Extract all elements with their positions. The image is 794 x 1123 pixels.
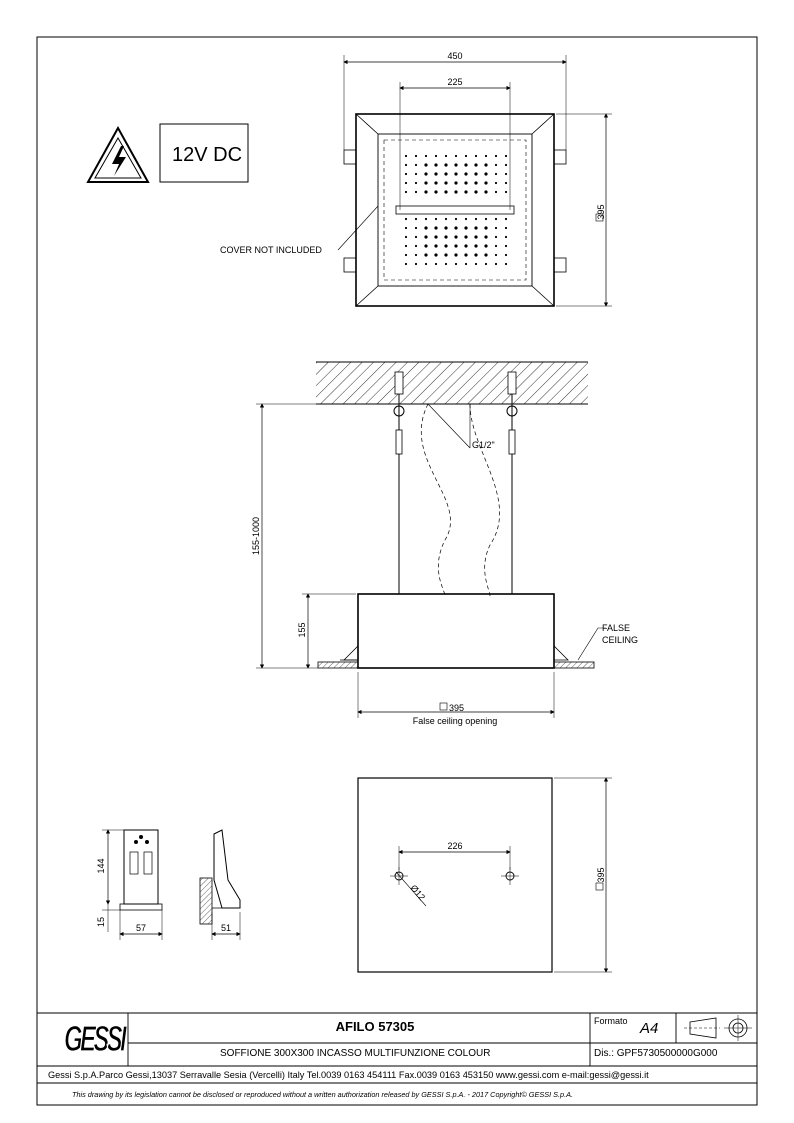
nozzle-dot	[434, 181, 437, 184]
dim-57-label: 57	[135, 923, 147, 933]
nozzle-dot	[505, 218, 507, 220]
nozzle-dot	[484, 181, 487, 184]
nozzle-dot	[405, 263, 407, 265]
nozzle-dot	[455, 263, 457, 265]
nozzle-dot	[495, 218, 497, 220]
nozzle-dot	[495, 263, 497, 265]
nozzle-dot	[405, 254, 407, 256]
nozzle-dot	[415, 182, 417, 184]
nozzle-dot	[474, 253, 477, 256]
nozzle-dot	[495, 155, 497, 157]
nozzle-dot	[464, 235, 467, 238]
nozzle-dot	[454, 226, 457, 229]
format-value: A4	[640, 1020, 659, 1037]
nozzle-dot	[465, 155, 467, 157]
nozzle-dot	[415, 218, 417, 220]
nozzle-dot	[485, 155, 487, 157]
nozzle-dot	[474, 235, 477, 238]
nozzle-dot	[434, 253, 437, 256]
nozzle-dot	[444, 235, 447, 238]
nozzle-dot	[405, 173, 407, 175]
nozzle-dot	[505, 263, 507, 265]
nozzle-dot	[434, 226, 437, 229]
nozzle-dot	[424, 181, 427, 184]
nozzle-dot	[405, 218, 407, 220]
false-ceiling-opening-caption: False ceiling opening	[412, 716, 498, 726]
nozzle-dot	[415, 173, 417, 175]
nozzle-dot	[405, 164, 407, 166]
dim-450-label: 450	[447, 51, 463, 61]
nozzle-dot	[415, 191, 417, 193]
nozzle-dot	[435, 155, 437, 157]
nozzle-dot	[434, 235, 437, 238]
section-view	[256, 362, 606, 718]
legal-note: This drawing by its legislation cannot be disclosed or reproduced without a written authorization released by GESSI S.p.A. - 2017 Copyright© GESSI S.p.A.	[72, 1090, 574, 1099]
nozzle-dot	[455, 218, 457, 220]
nozzle-dot	[424, 253, 427, 256]
sheet-border	[37, 37, 757, 1105]
svg-text:GESSI: GESSI	[64, 1018, 128, 1059]
dim-155-label: 155	[297, 622, 307, 638]
nozzle-dot	[444, 226, 447, 229]
nozzle-dot	[454, 244, 457, 247]
nozzle-dot	[454, 172, 457, 175]
cover-note-label: COVER NOT INCLUDED	[220, 245, 322, 255]
nozzle-dot	[405, 245, 407, 247]
nozzle-dot	[474, 163, 477, 166]
false-ceiling-label-2: CEILING	[602, 635, 639, 645]
nozzle-dot	[415, 263, 417, 265]
nozzle-dot	[505, 227, 507, 229]
product-title: AFILO 57305	[335, 1019, 415, 1034]
nozzle-dot	[464, 181, 467, 184]
hole-diameter-label: Ø12	[408, 882, 428, 903]
nozzle-dot	[444, 253, 447, 256]
nozzle-dot	[505, 155, 507, 157]
nozzle-dot	[465, 263, 467, 265]
nozzle-dot	[464, 244, 467, 247]
dim-226-label: 226	[447, 841, 463, 851]
nozzle-dot	[495, 245, 497, 247]
nozzle-dot	[464, 226, 467, 229]
nozzle-dot	[454, 163, 457, 166]
high-voltage-warning-icon	[88, 128, 148, 182]
nozzle-dot	[464, 163, 467, 166]
cutout-view	[358, 778, 612, 972]
dim-drop-range-label: 155-1000	[251, 516, 261, 556]
product-description: SOFFIONE 300X300 INCASSO MULTIFUNZIONE COLOUR	[220, 1048, 491, 1059]
nozzle-dot	[474, 172, 477, 175]
nozzle-dot	[435, 218, 437, 220]
nozzle-dot	[424, 244, 427, 247]
gessi-logo	[62, 1017, 126, 1057]
nozzle-dot	[505, 254, 507, 256]
nozzle-dot	[495, 164, 497, 166]
drawing-number: Dis.: GPF5730500000G000	[594, 1048, 718, 1059]
voltage-label: 12V DC	[172, 144, 243, 166]
dim-15-label: 15	[96, 916, 106, 928]
nozzle-dot	[454, 235, 457, 238]
nozzle-dot	[495, 227, 497, 229]
nozzle-dot	[424, 163, 427, 166]
nozzle-dot	[425, 155, 427, 157]
nozzle-dot	[435, 263, 437, 265]
nozzle-dot	[484, 235, 487, 238]
nozzle-dot	[444, 244, 447, 247]
top-view	[338, 55, 612, 306]
nozzle-dot	[474, 226, 477, 229]
nozzle-dot	[434, 244, 437, 247]
nozzle-dot	[415, 236, 417, 238]
nozzle-dot	[444, 190, 447, 193]
nozzle-dot	[475, 155, 477, 157]
nozzle-dot	[415, 227, 417, 229]
nozzle-dot	[424, 172, 427, 175]
nozzle-dot	[484, 226, 487, 229]
nozzle-dot	[424, 235, 427, 238]
company-address: Gessi S.p.A.Parco Gessi,13037 Serravalle Sesia (Vercelli) Italy Tel.0039 0163 454111 Fax.0039 0163 453150 www.gessi.com e-mail:gessi@gessi.it	[48, 1070, 649, 1080]
g12-connection-label: G1/2"	[472, 440, 495, 450]
nozzle-dot	[495, 236, 497, 238]
nozzle-dot	[484, 190, 487, 193]
nozzle-dot	[405, 182, 407, 184]
nozzle-dot	[485, 218, 487, 220]
nozzle-dot	[505, 164, 507, 166]
dim-395-opening-label: 395	[449, 703, 465, 713]
nozzle-dot	[424, 226, 427, 229]
nozzle-dot	[464, 190, 467, 193]
nozzle-dot	[454, 190, 457, 193]
nozzle-dot	[424, 190, 427, 193]
nozzle-dot	[405, 155, 407, 157]
nozzle-dot	[444, 172, 447, 175]
format-label: Formato	[594, 1016, 628, 1026]
nozzle-dot	[415, 155, 417, 157]
nozzle-dot	[425, 218, 427, 220]
nozzle-dot	[495, 182, 497, 184]
dim-144-label: 144	[96, 858, 106, 874]
nozzle-dot	[405, 236, 407, 238]
nozzle-dot	[475, 218, 477, 220]
nozzle-dot	[505, 191, 507, 193]
dim-51-label: 51	[220, 923, 232, 933]
nozzle-dot	[474, 181, 477, 184]
dim-225-label: 225	[447, 77, 463, 87]
projection-symbol-icon	[684, 1015, 752, 1041]
nozzle-dot	[415, 245, 417, 247]
nozzle-dot	[505, 245, 507, 247]
false-ceiling-label-1: FALSE	[602, 623, 631, 633]
nozzle-dot	[445, 155, 447, 157]
nozzle-dot	[425, 263, 427, 265]
nozzle-dot	[464, 253, 467, 256]
nozzle-dot	[415, 254, 417, 256]
dim-395-top-label: 395	[596, 204, 606, 220]
bracket-detail	[102, 830, 240, 940]
nozzle-dot	[495, 254, 497, 256]
nozzle-grid	[405, 155, 507, 265]
nozzle-dot	[405, 191, 407, 193]
nozzle-dot	[444, 163, 447, 166]
nozzle-dot	[484, 163, 487, 166]
nozzle-dot	[434, 163, 437, 166]
nozzle-dot	[445, 218, 447, 220]
nozzle-dot	[505, 173, 507, 175]
nozzle-dot	[434, 190, 437, 193]
nozzle-dot	[475, 263, 477, 265]
nozzle-dot	[485, 263, 487, 265]
dim-395-cutout-label: 395	[596, 867, 606, 883]
nozzle-dot	[495, 173, 497, 175]
nozzle-dot	[484, 244, 487, 247]
nozzle-dot	[474, 190, 477, 193]
nozzle-dot	[405, 227, 407, 229]
nozzle-dot	[505, 182, 507, 184]
nozzle-dot	[455, 155, 457, 157]
nozzle-dot	[465, 218, 467, 220]
nozzle-dot	[445, 263, 447, 265]
nozzle-dot	[474, 244, 477, 247]
nozzle-dot	[415, 164, 417, 166]
nozzle-dot	[454, 253, 457, 256]
nozzle-dot	[434, 172, 437, 175]
nozzle-dot	[454, 181, 457, 184]
nozzle-dot	[464, 172, 467, 175]
nozzle-dot	[444, 181, 447, 184]
nozzle-dot	[484, 253, 487, 256]
nozzle-dot	[495, 191, 497, 193]
nozzle-dot	[484, 172, 487, 175]
nozzle-dot	[505, 236, 507, 238]
